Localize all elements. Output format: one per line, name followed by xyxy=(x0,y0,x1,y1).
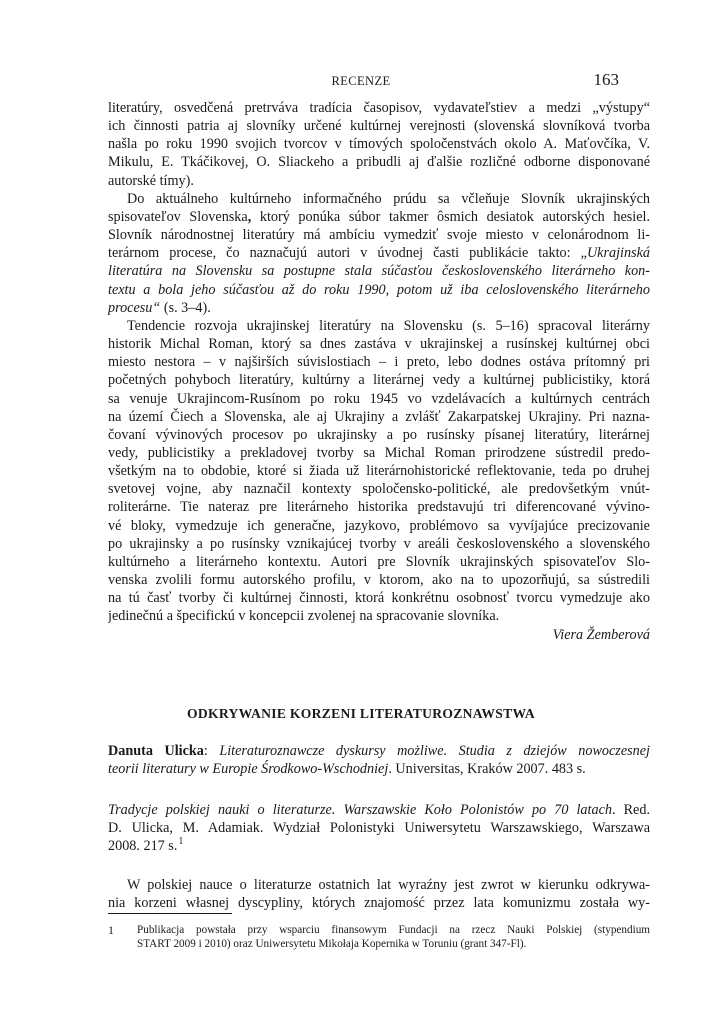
text-line: vedy, publicistiky a prekladovej tvorby sa Michal Roman prirodzene sústredil predo- xyxy=(108,444,650,461)
text-line: W polskiej nauce o literaturze ostatnich lat wyraźny jest zwrot w kierunku odkrywa- xyxy=(127,877,650,893)
author-name: Danuta Ulicka xyxy=(108,743,204,759)
text-span: ktorý ponúka súbor takmer ôsmich desiatok autorských hesiel. xyxy=(251,208,650,225)
text-line: na území Čiech a Slovenska, ale aj Ukrajiny a zvlášť Zakarpatskej Ukrajiny. Pri nazna- xyxy=(108,408,650,425)
text-line: venska zvolili formu autorského profilu, v ktorom, ako na to upozorňujú, sa sústredili xyxy=(108,572,650,589)
bold-comma: , xyxy=(247,208,252,225)
footnote xyxy=(108,923,650,951)
text-span: terárnom procese, čo naznačujú autori v úvodnej časti publikácie takto: „ xyxy=(108,245,587,262)
text-line: miesto nestora – v najširších súvislostiach – i preto, lebo dodnes ostáva prítomný pri xyxy=(108,354,650,371)
footnote-text xyxy=(137,923,650,951)
text-span: spisovateľov Slovenska xyxy=(108,208,248,225)
text-line: D. Ulicka, M. Adamiak. Wydział Polonistyki Uniwersytetu Warszawskiego, Warszawa xyxy=(108,820,650,837)
text-line: početných pohyboch literatúry, kultúrny a literárnej vedy a kultúrnej publicistiky, ktorá xyxy=(108,372,650,389)
running-head xyxy=(0,70,722,92)
text-span: : xyxy=(203,743,220,759)
text-line: autorské tímy). xyxy=(108,172,194,189)
text-line: historik Michal Roman, ktorý sa dnes zastáva v ukrajinskej a rusínskej kultúrnej obci xyxy=(108,336,650,353)
text-line xyxy=(108,299,650,317)
text-span: . Red. xyxy=(611,802,650,818)
text-line: Tendencie rozvoja ukrajinskej literatúry na Slovensku (s. 5–16) spracoval literárny xyxy=(127,317,650,334)
book-title: teorii literatury w Europie Środkowo-Wschodniej xyxy=(108,761,389,778)
text-line: na tú časť tvorby či kultúrnej činnosti, ktorá konkrétnu osobnosť tvorcu vymedzuje ako xyxy=(108,590,650,607)
italic-quote-line: literatúra na Slovensku sa postupne stala súčasťou československého literárneho kon- xyxy=(108,263,650,280)
book-title: Literaturoznawcze dyskursy możliwe. Studia z dziejów nowoczesnej xyxy=(219,743,650,759)
text-line xyxy=(108,742,650,760)
text-line: Slovník národnostnej literatúry má ambíciu vymedziť svoje miesto v celonárodnom li- xyxy=(108,227,650,244)
footnote-reference[interactable]: 1 xyxy=(178,837,184,848)
text-line xyxy=(108,208,650,226)
text-line: nia korzeni własnej dyscypliny, których znajomość przez lata komunizmu została wy- xyxy=(108,895,650,912)
page-number: 163 xyxy=(593,70,619,89)
text-line xyxy=(108,244,650,262)
text-line: našla po roku 1990 svojich tvorcov v tímových spoločenstvách okolo A. Maťovčíka, V. xyxy=(108,136,650,153)
italic-quote-line: textu a bola jeho súčasťou až do roku 1990, potom už iba celoslovenského literárneho xyxy=(108,281,650,298)
footnote-number: 1 xyxy=(108,923,114,937)
footnote-line: START 2009 i 2010) oraz Uniwersytetu Mikołaja Kopernika w Toruniu (grant 347-Fl). xyxy=(137,938,527,950)
text-span: 2008. 217 s. xyxy=(108,838,178,855)
reviewer-signature: Viera Žemberová xyxy=(552,626,650,643)
review-text xyxy=(108,99,650,644)
bibliography-entry xyxy=(108,801,650,857)
text-line: po ukrajinsky a po rusínsky vznikajúcej tvorby v areáli československého a slovenského xyxy=(108,535,650,552)
text-line: vé bloky, vymedzuje ich generačne, jazykovo, problémovo sa vyvíjajúce precizovanie xyxy=(108,517,650,534)
footnote-rule xyxy=(108,913,232,914)
section-heading: ODKRYWANIE KORZENI LITERATUROZNAWSTWA xyxy=(186,706,535,721)
text-line: ich činnosti patria aj slovníky určené kultúrnej verejnosti (slovenská slovníková tvorba xyxy=(108,118,650,135)
text-line: sa venuje Ukrajincom-Rusínom po roku 1945 vo vzdelávacích a kultúrnych centrách xyxy=(108,390,650,407)
italic-quote: Ukrajinská xyxy=(586,245,650,262)
text-line xyxy=(108,801,650,819)
text-line: Do aktuálneho kultúrneho informačného prúdu sa včleňuje Slovník ukrajinských xyxy=(127,190,650,207)
text-line: roliterárne. Tie nateraz pre literárneho historika predstavujú tri diferencované vývino- xyxy=(108,499,650,516)
text-line: svetovej vojne, aby naznačil kontexty spoločensko-politické, ale predovšetkým vnút- xyxy=(108,481,650,498)
text-line: čovaní vývinových procesov po ukrajinsky a po rusínsky písanej literatúry, literárnej xyxy=(108,426,650,443)
text-line xyxy=(108,837,650,857)
bibliography-entry xyxy=(108,742,650,778)
section-body xyxy=(108,876,650,912)
text-line: Mikulu, E. Tkáčikovej, O. Sliackeho a pribudli aj ďalšie rozličné odborne disponované xyxy=(108,154,650,171)
text-span: (s. 3–4). xyxy=(160,299,211,316)
running-title: RECENZE xyxy=(331,74,391,88)
text-line: literatúry, osvedčená pretrváva tradícia časopisov, vydavateľstiev a medzi „výstupy“ xyxy=(108,100,650,116)
text-line: všetkým na to obdobie, ktoré si žiada už literárnohistorické reflektovanie, teda po druhej xyxy=(108,463,650,480)
text-line: kultúrneho a literárneho kontextu. Autori pre Slovník ukrajinských spisovateľov Slo- xyxy=(108,553,650,570)
italic-quote: procesu“ xyxy=(108,299,161,316)
footnote-line: Publikacja powstała przy wsparciu finansowym Fundacji na rzecz Nauki Polskiej (stypendium xyxy=(137,924,650,936)
book-title: Tradycje polskiej nauki o literaturze. Warszawskie Koło Polonistów po 70 latach xyxy=(108,802,612,818)
text-span: . Universitas, Kraków 2007. 483 s. xyxy=(388,761,586,778)
text-line: jedinečnú a špecifickú v koncepcii zvolenej na spracovanie slovníka. xyxy=(108,608,500,625)
text-line xyxy=(108,760,650,778)
